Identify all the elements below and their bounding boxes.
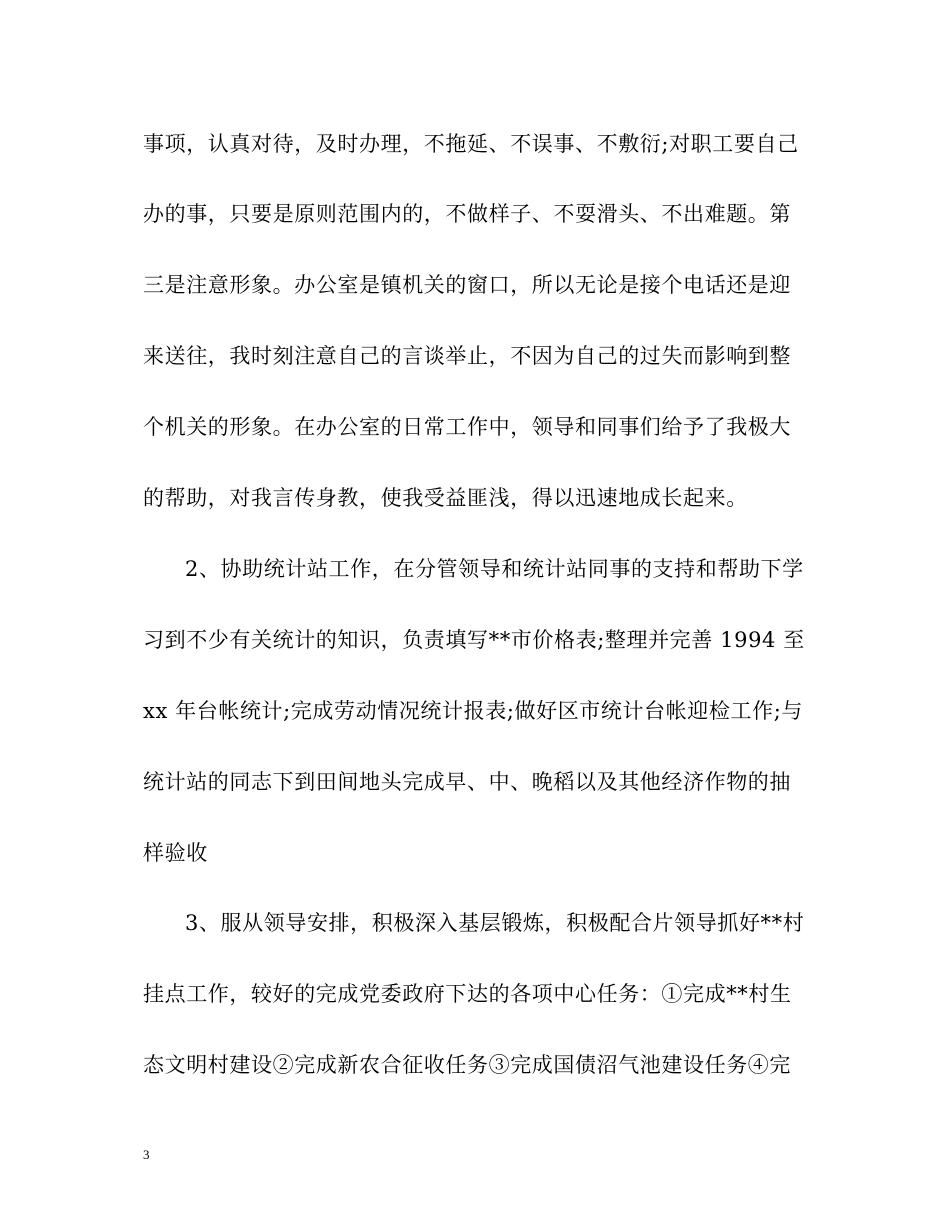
text-line-6: 的帮助，对我言传身教，使我受益匪浅，得以迅速地成长起来。 bbox=[143, 486, 748, 510]
text-line-8: 习到不少有关统计的知识，负责填写**市价格表;整理并完善 1994 至 bbox=[143, 628, 805, 652]
paragraph-2-first-line: 2、协助统计站工作，在分管领导和统计站同事的支持和帮助下学 bbox=[185, 557, 804, 581]
text-line-11: 样验收 bbox=[143, 841, 208, 865]
text-line-1: 事项，认真对待，及时办理，不拖延、不误事、不敷衍;对职工要自己 bbox=[143, 132, 799, 156]
text-line-9: xx 年台帐统计;完成劳动情况统计报表;做好区市统计台帐迎检工作;与 bbox=[143, 699, 803, 723]
text-line-14: 态文明村建设②完成新农合征收任务③完成国债沼气池建设任务④完 bbox=[143, 1053, 791, 1077]
page-number: 3 bbox=[143, 1147, 150, 1162]
text-line-10: 统计站的同志下到田间地头完成早、中、晚稻以及其他经济作物的抽 bbox=[143, 770, 791, 794]
paragraph-3-first-line: 3、服从领导安排，积极深入基层锻炼，积极配合片领导抓好**村 bbox=[185, 911, 805, 935]
text-line-13: 挂点工作，较好的完成党委政府下达的各项中心任务：①完成**村生 bbox=[143, 982, 792, 1006]
text-line-4: 来送往，我时刻注意自己的言谈举止，不因为自己的过失而影响到整 bbox=[143, 344, 791, 368]
text-line-3: 三是注意形象。办公室是镇机关的窗口，所以无论是接个电话还是迎 bbox=[143, 273, 791, 297]
text-line-5: 个机关的形象。在办公室的日常工作中，领导和同事们给予了我极大 bbox=[143, 415, 791, 439]
text-line-2: 办的事，只要是原则范围内的，不做样子、不耍滑头、不出难题。第 bbox=[143, 202, 791, 226]
